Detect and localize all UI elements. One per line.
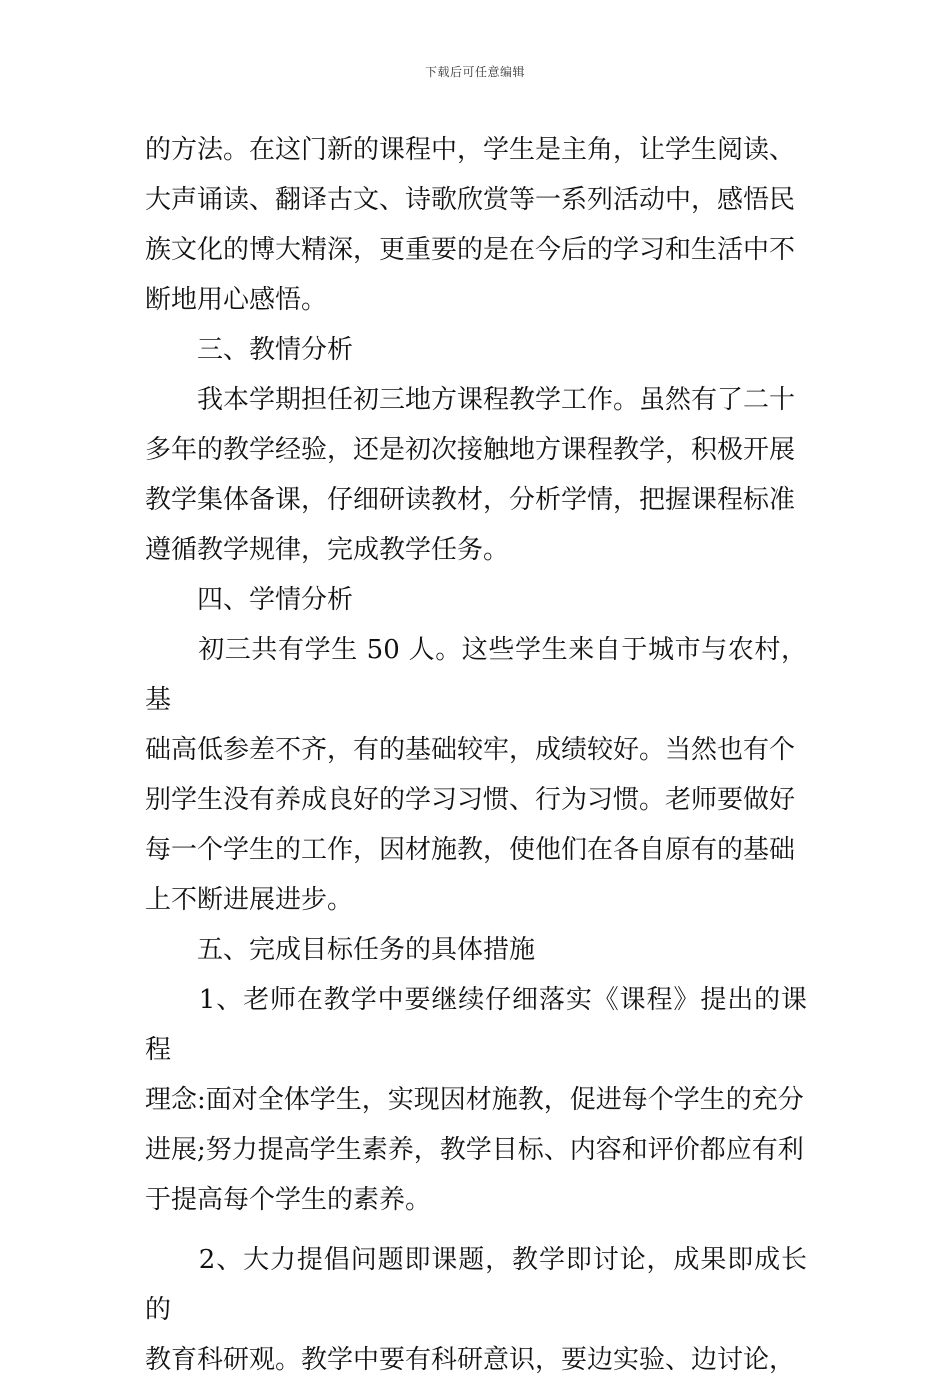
text-line: 上不断进展进步。 (145, 885, 354, 915)
text-line: 进展;努力提高学生素养，教学目标、内容和评价都应有利 (145, 1135, 804, 1165)
document-body (145, 125, 807, 1385)
page-header-note: 下载后可任意编辑 (424, 65, 525, 79)
text-line: 教学集体备课，仔细研读教材，分析学情，把握课程标准 (145, 485, 796, 515)
text-line: 的方法。在这门新的课程中，学生是主角，让学生阅读、 (145, 135, 796, 165)
text-line: 1、老师在教学中要继续仔细落实《课程》提出的课程 (145, 985, 807, 1065)
section-heading: 五、完成目标任务的具体措施 (145, 935, 536, 965)
paragraph-spacer (145, 1225, 807, 1235)
text-line: 础高低参差不齐，有的基础较牢，成绩较好。当然也有个 (145, 735, 796, 765)
section-heading: 三、教情分析 (145, 335, 354, 365)
text-line: 大声诵读、翻译古文、诗歌欣赏等一系列活动中，感悟民 (145, 185, 796, 215)
section-heading: 四、学情分析 (145, 585, 354, 615)
text-line: 每一个学生的工作，因材施教，使他们在各自原有的基础 (145, 835, 796, 865)
text-line: 遵循教学规律，完成教学任务。 (145, 535, 510, 565)
text-line: 2、大力提倡问题即课题，教学即讨论，成果即成长的 (145, 1245, 807, 1325)
text-line: 于提高每个学生的素养。 (145, 1185, 432, 1215)
text-line: 别学生没有养成良好的学习习惯、行为习惯。老师要做好 (145, 785, 796, 815)
text-line: 我本学期担任初三地方课程教学工作。虽然有了二十 (145, 385, 796, 415)
text-line: 教育科研观。教学中要有科研意识，要边实验、边讨论， (145, 1345, 796, 1375)
text-line: 理念:面对全体学生，实现因材施教，促进每个学生的充分 (145, 1085, 804, 1115)
text-line: 多年的教学经验，还是初次接触地方课程教学，积极开展 (145, 435, 796, 465)
text-line: 族文化的博大精深，更重要的是在今后的学习和生活中不 (145, 235, 796, 265)
text-line: 断地用心感悟。 (145, 285, 328, 315)
text-line: 初三共有学生 50 人。这些学生来自于城市与农村，基 (145, 635, 807, 715)
